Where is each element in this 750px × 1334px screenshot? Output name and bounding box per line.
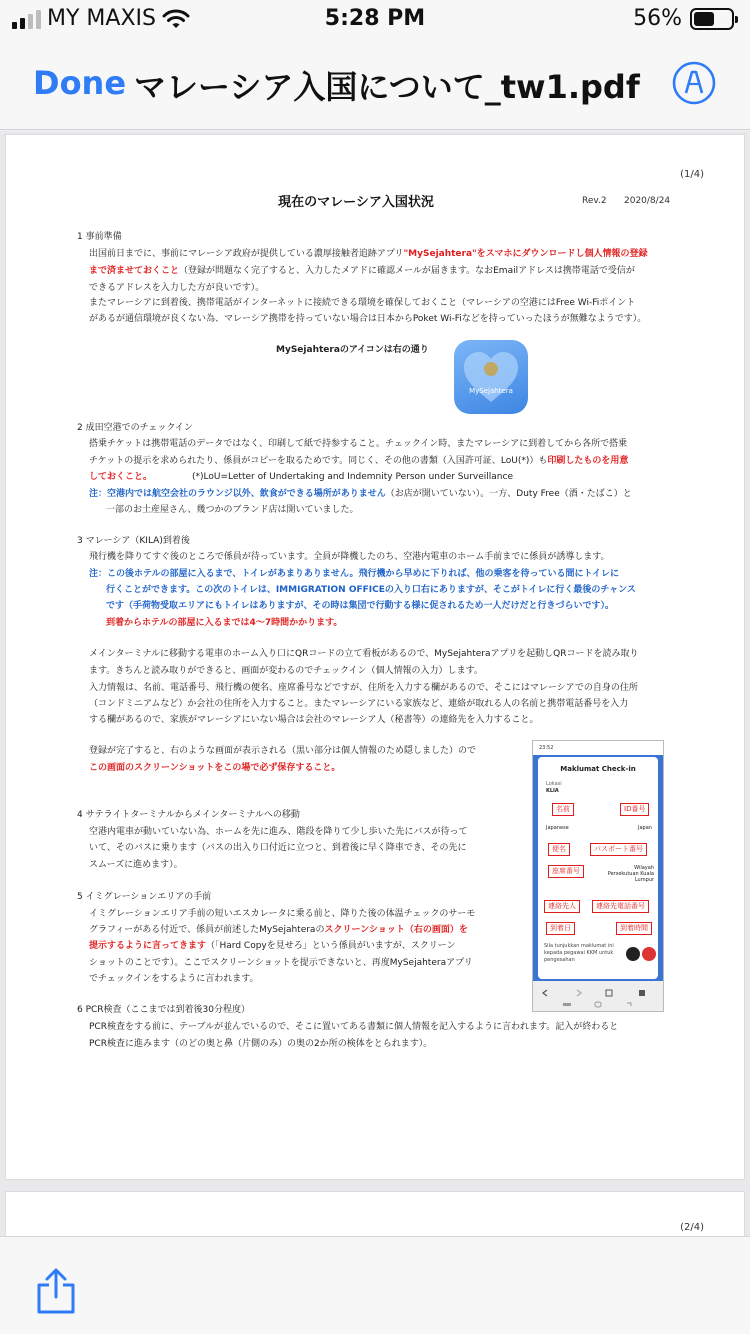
page-number: (2/4) (680, 1222, 704, 1233)
text-line: 注：この後ホテルの部屋に入るまで、トイレがあまりありません。飛行機から早めに下りれば、他の乗客を待っている間にトイレに (89, 569, 620, 579)
section-3-heading: 3 マレーシア（KILA)到着後 (77, 536, 190, 546)
document-date: 2020/8/24 (624, 196, 671, 206)
phone-navigation (533, 981, 663, 1011)
text-line: でチェックインをするように言われます。 (89, 974, 259, 984)
text-line: があるが通信環境が良くない為、マレーシア携帯を持っていない場合は日本からPoket Wi-Fiなどを持っていったほうが無難なようです）。 (89, 314, 647, 324)
text-line: 到着からホテルの部屋に入るまでは4～7時間かかります。 (106, 618, 343, 628)
text-line: 搭乗チケットは携帯電話のデータではなく、印刷して紙で持参すること。チェックイン時、またマレーシアに到着してから各所で搭乗 (89, 439, 628, 449)
battery-status (633, 6, 734, 31)
text-line: 飛行機を降りてすぐ後のところで係員が待っています。全員が降機したのち、空港内電車のホーム手前までに係員が誘導します。 (89, 552, 610, 562)
carrier-name: MY MAXIS (47, 6, 156, 31)
text-line: しておくこと。 (*)LoU=Letter of Undertaking and Indemnity Person under Surveillance (89, 472, 513, 482)
text-line: PCR検査をする前に、テーブルが並んでいるので、そこに置いてある書類に個人情報を記入するように言われます。記入が終わると (89, 1022, 619, 1032)
text-line: できるアドレスを入力した方が良いです）。 (89, 283, 265, 293)
text-line: チケットの提示を求められたり、係員がコピーを取るためです。同じく、その他の書類（入国許可証、LoU(*)）も印刷したものを用意 (89, 456, 629, 466)
text-line: 一部のお土産屋さん、幾つかのブランド店は開いていました。 (106, 505, 359, 515)
pdf-page-2 (5, 1191, 745, 1236)
bottom-toolbar (0, 1236, 750, 1334)
section-6-heading: 6 PCR検査（ここまでは到着後30分程度） (77, 1005, 251, 1015)
text-line: （コンドミニアムなど）か会社の住所を入力すること。またマレーシアにいる家族など、連絡が取れる人の名前と携帯電話番号を入力 (89, 699, 629, 709)
text-line: 注：空港内では航空会社のラウンジ以外、飲食ができる場所がありません（お店が開いていない）。一方、Duty Free（酒・たばこ）と (89, 489, 632, 499)
phone-status-bar: 23:52 (533, 741, 663, 755)
logo-icon (642, 947, 656, 961)
flag-icon (626, 947, 640, 961)
section-5-heading: 5 イミグレーションエリアの手前 (77, 892, 212, 902)
text-line: ショットのことです）。ここでスクリーンショットを提示できないと、再度MySejahteraアプリ (89, 958, 473, 968)
text-line: イミグレーションエリア手前の短いエスカレータに乗る前と、降りた後の体温チェックのサーモ (89, 909, 476, 919)
status-bar (0, 0, 750, 40)
page-number: (1/4) (680, 169, 704, 180)
text-line: またマレーシアに到着後、携帯電話がインターネットに接続できる環境を確保しておくこと（マレーシアの空港にはFree Wi-Fiポイント (89, 298, 636, 308)
battery-fill (694, 12, 714, 26)
tag-arrival-time: 到着時間 (616, 922, 652, 935)
section-4-heading: 4 サテライトターミナルからメインターミナルへの移動 (77, 810, 300, 820)
icon-caption: MySejahteraのアイコンは右の通り (276, 345, 429, 355)
tag-contact-tel: 連絡先電話番号 (592, 900, 649, 913)
clock: 5:28 PM (324, 6, 426, 31)
revision: Rev.2 (582, 196, 607, 206)
tag-passport: パスポート番号 (590, 843, 647, 856)
heart-icon (454, 340, 528, 414)
pdf-page-1 (5, 134, 745, 1180)
text-line: いて、そのバスに乗ります（バスの出入り口付近に立つと、到着後に早く降車でき、その先に (89, 843, 467, 853)
battery-percent: 56% (633, 6, 682, 31)
text-line: ます。きちんと読み取りができると、画面が変わるのでチェックイン（個人情報の入力）します。 (89, 666, 483, 676)
text-line: まで済ませておくこと（登録が問題なく完了すると、入力したメアドに確認メールが届きます。なおEmailアドレスは携帯電話で受信が (89, 266, 635, 276)
nav-bar (0, 40, 750, 130)
text-line: 登録が完了すると、右のような画面が表示される（黒い部分は個人情報のため隠しました）ので (89, 746, 477, 756)
battery-icon (690, 8, 734, 30)
text-line: 入力情報は、名前、電話番号、飛行機の便名、座席番号などですが、住所を入力する欄があるので、そこにはマレーシアでの自身の住所 (89, 683, 638, 693)
text-line: 提示するように言ってきます（「Hard Copyを見せろ」という係員がいますが、スクリーン (89, 941, 456, 951)
tag-name: 名前 (552, 803, 574, 816)
done-button[interactable]: Done (33, 64, 127, 102)
tag-contact: 連絡先人 (544, 900, 580, 913)
svg-text:MySejahtera: MySejahtera (469, 387, 513, 395)
tag-seat: 座席番号 (548, 865, 584, 878)
checkin-screenshot (532, 740, 664, 1012)
tag-flight: 便名 (548, 843, 570, 856)
text-line: 出国前日までに、事前にマレーシア政府が提供している濃厚接触者追跡アプリ"MySejahtera"をスマホにダウンロードし個人情報の登録 (89, 249, 648, 259)
pdf-viewer[interactable] (0, 131, 750, 1236)
page-heading: 現在のマレーシア入国状況 (278, 195, 434, 210)
text-line: する欄があるので、家族がマレーシアにいない場合は会社のマレーシア人（秘書等）の連絡先を入力すること。 (89, 715, 539, 725)
text-line: PCR検査に進みます（のどの奥と鼻（片側のみ）の奥の2か所の検体をとられます）。 (89, 1039, 433, 1049)
tag-arrival-date: 到着日 (546, 922, 575, 935)
text-line: グラフィーがある付近で、係員が前述したMySejahteraのスクリーンショット（右の画面）を (89, 925, 468, 935)
checkin-card: Maklumat Check-in Lokasi KLIA 名前 ID番号 Japanese Japan 便名 パスポート番号 座席番号 Wilayah Persekutuan Kuala Lumpur 連絡先人 連絡先電話番号 到着日 到着時間 Sila tunjukkan maklumat ini kepada pegawai KKM untuk pengesahan (538, 757, 658, 979)
tag-id: ID番号 (620, 803, 649, 816)
share-icon[interactable] (34, 1267, 78, 1315)
text-line: スムーズに進めます）。 (89, 860, 183, 870)
section-2-heading: 2 成田空港でのチェックイン (77, 423, 193, 433)
document-title: マレーシア入国について_tw1.pdf (134, 68, 640, 106)
text-line: メインターミナルに移動する電車のホーム入り口にQRコードの立て看板があるので、MySejahteraアプリを起動しQRコードを読み取り (89, 649, 639, 659)
mysejahtera-app-icon (454, 340, 528, 414)
text-line: です（手荷物受取エリアにもトイレはありますが、その時は集団で行動する様に促されるため一人だけだと行きづらいです）。 (106, 601, 615, 611)
markup-pen-icon[interactable] (671, 60, 717, 106)
text-line: 行くことができます。この次のトイレは、IMMIGRATION OFFICEの入り口右にありますが、そこがトイレに行く最後のチャンス (106, 585, 636, 595)
text-line: 空港内電車が動いていない為、ホームを先に進み、階段を降りて少し歩いた先にバスが待って (89, 827, 468, 837)
section-1-heading: 1 事前準備 (77, 232, 122, 242)
text-line: この画面のスクリーンショットをこの場で必ず保存すること。 (89, 763, 341, 773)
